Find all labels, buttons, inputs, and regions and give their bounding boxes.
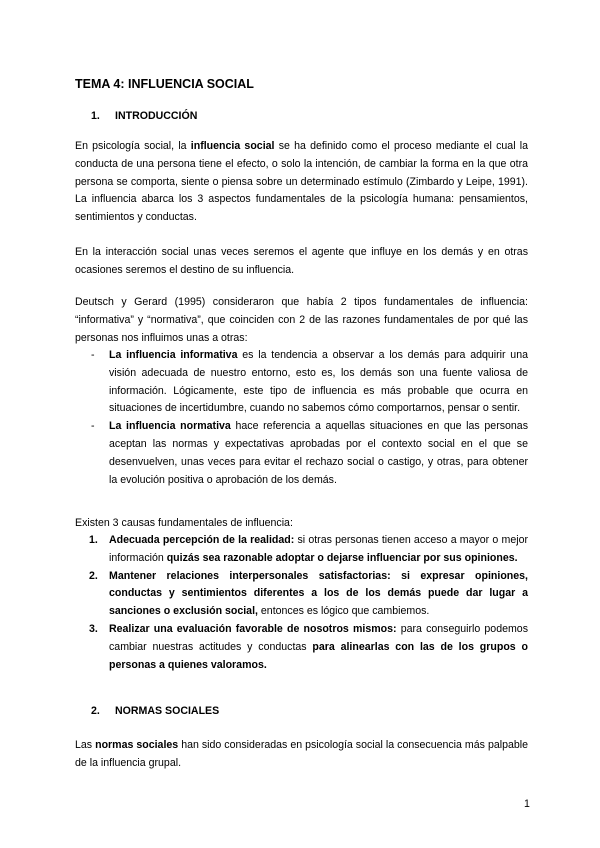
paragraph-text: En psicología social, la	[75, 140, 191, 152]
document-title: TEMA 4: INFLUENCIA SOCIAL	[75, 77, 254, 91]
list-item	[75, 532, 528, 568]
bold-term: Realizar una evaluación favorable de nosotros mismos:	[109, 622, 397, 635]
paragraph-normas-sociales	[75, 737, 528, 773]
paragraph-text: han sido consideradas en psicología social la consecuencia más palpable de la influencia grupal.	[75, 739, 528, 769]
list-number: 1.	[89, 534, 98, 546]
bold-term: Mantener relaciones interpersonales satisfactorias: si expresar opiniones, conductas y sentimientos diferentes a los de los demás puede dar lugar a sanciones o exclusión social,	[109, 569, 528, 618]
section-heading-normas-sociales	[91, 703, 219, 721]
influence-causes-list	[75, 532, 528, 674]
section-label: NORMAS SOCIALES	[115, 705, 220, 717]
bullet-marker: -	[91, 420, 95, 433]
bullet-marker: -	[91, 349, 95, 361]
paragraph-definition	[75, 138, 528, 227]
list-item	[75, 568, 528, 621]
paragraph-interaction: En la interacción social unas veces seremos el agente que influye en los demás y en otras ocasiones seremos el destino de su influencia.	[75, 246, 528, 276]
section-heading-introduccion	[91, 108, 197, 126]
page-number: 1	[524, 798, 530, 810]
paragraph-text: se ha definido como el proceso mediante el cual la conducta de una persona tiene el efecto, o solo la intención, de cambiar la forma en la que otra persona se comporta, siente o piensa sobre un determinado estímulo (Zimbardo y Leipe, 1991). La influencia abarca los 3 aspectos fundamentales de la psicología humana: pensamientos, sentimientos y conductas.	[75, 140, 528, 224]
bold-term: para alinearlas con las de los grupos o personas a quienes valoramos.	[109, 640, 528, 671]
list-item	[75, 418, 528, 489]
influence-types-list	[75, 347, 528, 489]
list-number: 2.	[89, 569, 98, 582]
section-number: 2.	[91, 705, 100, 717]
bold-term: influencia social	[190, 140, 275, 152]
bold-term: Adecuada percepción de la realidad:	[109, 534, 295, 546]
list-number: 3.	[89, 622, 98, 635]
list-item	[75, 621, 528, 674]
bold-term: La influencia informativa	[109, 349, 238, 361]
section-label: INTRODUCCIÓN	[115, 110, 198, 122]
list-item	[75, 347, 528, 418]
list-item-text: es la tendencia a observar a los demás para adquirir una visión adecuada de nuestro entorno, esto es, los demás son una fuente valiosa de información. Lógicamente, este tipo de influencia es más probable que ocurra en situaciones de incertidumbre, cuando no sabemos cómo comportarnos, pensar o sentir.	[109, 349, 528, 415]
paragraph-deutsch-gerard: Deutsch y Gerard (1995) consideraron que había 2 tipos fundamentales de influencia: “informativa” y “normativa”, que coinciden con 2 de las razones fundamentales de por qué las personas nos influimos unas a otras:	[75, 296, 528, 344]
list-item-text: si otras personas tienen acceso a mayor o mejor información	[109, 534, 528, 564]
bold-term: normas sociales	[95, 739, 179, 751]
paragraph-causes-intro: Existen 3 causas fundamentales de influencia:	[75, 517, 293, 529]
paragraph-text: Las	[75, 739, 96, 751]
bold-term: quizás sea razonable adoptar o dejarse influenciar por sus opiniones.	[166, 551, 518, 564]
list-item-text: entonces es lógico que cambiemos.	[257, 605, 430, 618]
list-item-text: para conseguirlo podemos cambiar nuestras actitudes y conductas	[109, 622, 528, 653]
section-number: 1.	[91, 110, 100, 122]
list-item-text: hace referencia a aquellas situaciones en que las personas aceptan las normas y expectativas aprobadas por el contexto social en el que se desenvuelven, unas veces para evitar el rechazo social o castigo, y otras, para obtener la evolución positiva o aprobación de los demás.	[109, 420, 528, 486]
bold-term: La influencia normativa	[109, 420, 231, 433]
